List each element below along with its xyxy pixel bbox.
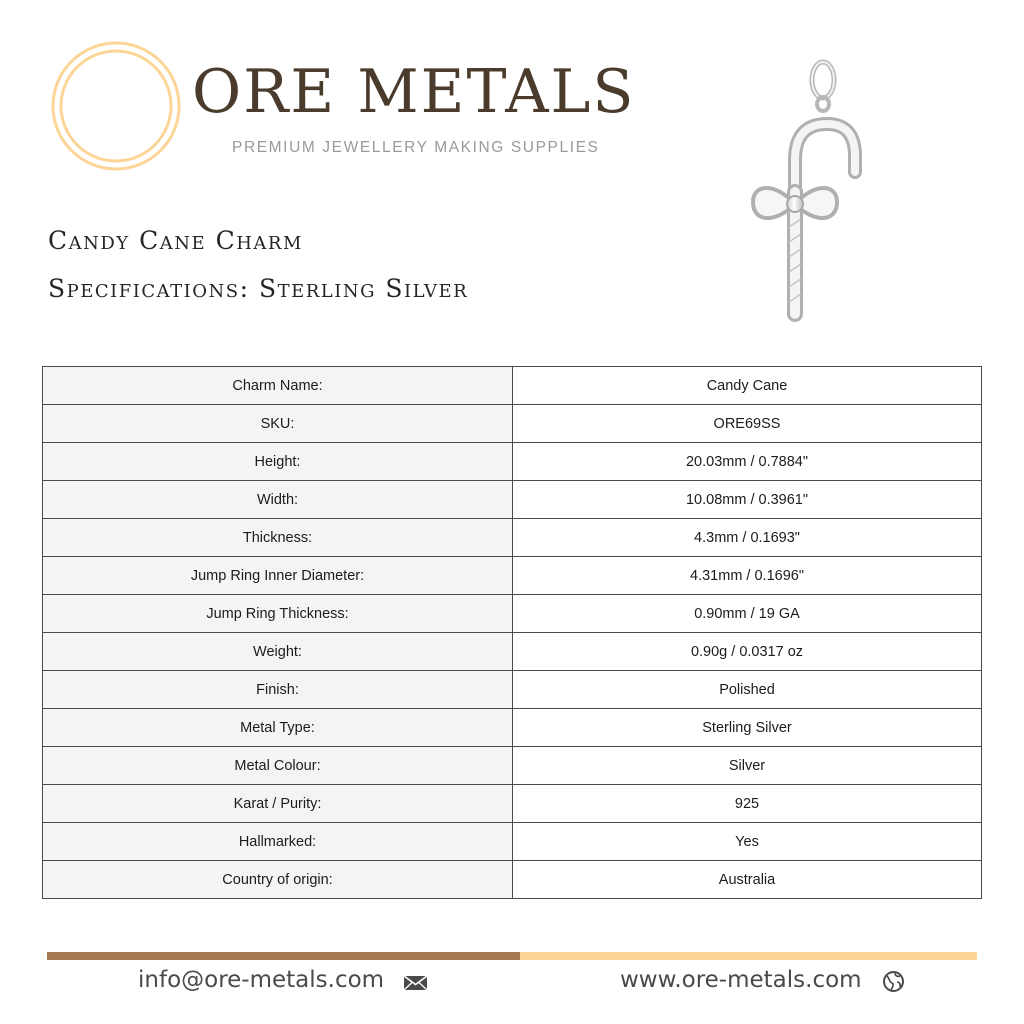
spec-value: Silver [513, 747, 982, 785]
spec-value: 10.08mm / 0.3961" [513, 481, 982, 519]
spec-label: Jump Ring Thickness: [43, 595, 513, 633]
website-link[interactable]: www.ore-metals.com [620, 967, 862, 993]
spec-label: Jump Ring Inner Diameter: [43, 557, 513, 595]
spec-label: Karat / Purity: [43, 785, 513, 823]
spec-label: Finish: [43, 671, 513, 709]
spec-table [42, 366, 982, 899]
table-row [43, 785, 982, 823]
spec-value: Australia [513, 861, 982, 899]
table-row [43, 481, 982, 519]
table-row [43, 709, 982, 747]
product-subtitle: Specifications: Sterling Silver [48, 274, 469, 303]
spec-label: SKU: [43, 405, 513, 443]
spec-value: 20.03mm / 0.7884" [513, 443, 982, 481]
spec-label: Thickness: [43, 519, 513, 557]
table-row [43, 861, 982, 899]
table-row [43, 747, 982, 785]
footer-bar-left [47, 952, 520, 960]
logo-ring [50, 40, 182, 172]
envelope-icon [403, 975, 428, 991]
table-row [43, 519, 982, 557]
table-row [43, 557, 982, 595]
spec-value: Sterling Silver [513, 709, 982, 747]
spec-value: 0.90g / 0.0317 oz [513, 633, 982, 671]
table-row [43, 823, 982, 861]
spec-value: Candy Cane [513, 367, 982, 405]
table-row [43, 595, 982, 633]
product-title: Candy Cane Charm [48, 226, 303, 255]
spec-label: Width: [43, 481, 513, 519]
globe-icon [882, 970, 905, 993]
brand-name: ORE METALS [192, 57, 636, 127]
table-row [43, 367, 982, 405]
spec-value: ORE69SS [513, 405, 982, 443]
spec-value: Polished [513, 671, 982, 709]
spec-label: Metal Colour: [43, 747, 513, 785]
spec-value: 925 [513, 785, 982, 823]
table-row [43, 633, 982, 671]
spec-label: Height: [43, 443, 513, 481]
table-row [43, 405, 982, 443]
spec-label: Metal Type: [43, 709, 513, 747]
brand-tagline: PREMIUM JEWELLERY MAKING SUPPLIES [232, 139, 600, 156]
spec-value: 0.90mm / 19 GA [513, 595, 982, 633]
spec-value: Yes [513, 823, 982, 861]
spec-label: Country of origin: [43, 861, 513, 899]
email-link[interactable]: info@ore-metals.com [138, 967, 385, 993]
spec-value: 4.31mm / 0.1696" [513, 557, 982, 595]
spec-value: 4.3mm / 0.1693" [513, 519, 982, 557]
table-row [43, 671, 982, 709]
spec-label: Charm Name: [43, 367, 513, 405]
spec-label: Weight: [43, 633, 513, 671]
footer-bar-right [520, 952, 977, 960]
spec-label: Hallmarked: [43, 823, 513, 861]
table-row [43, 443, 982, 481]
candy-cane-charm-image [745, 52, 870, 324]
